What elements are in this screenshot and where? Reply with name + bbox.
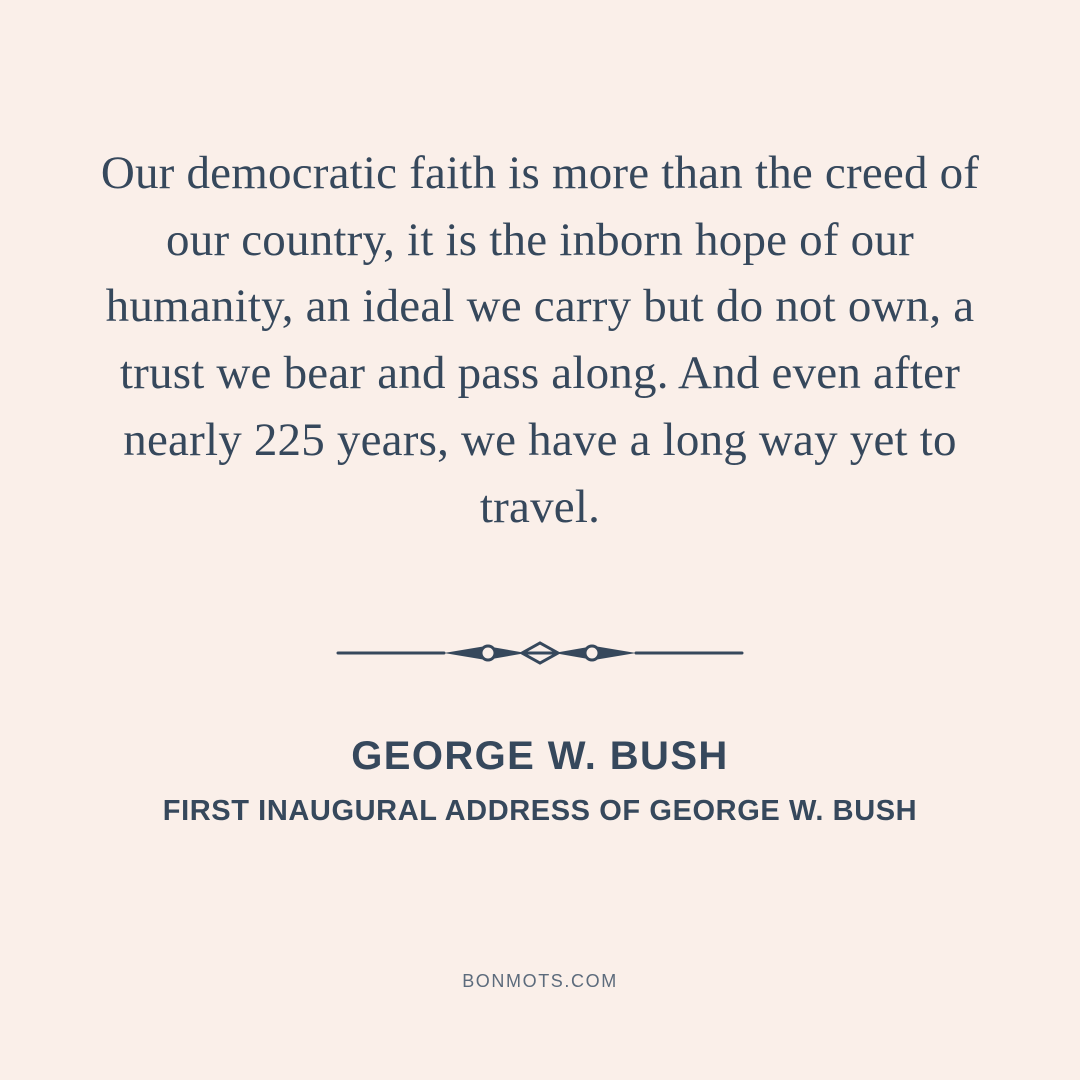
quote-text: Our democratic faith is more than the creed of our country, it is the inborn hope of our humanity, an ideal we carry but do not own, a trust we bear and pass along. And even after nearly 225 years, we have a long way yet to travel.: [100, 147, 980, 533]
quote-author: GEORGE W. BUSH: [351, 734, 729, 779]
attribution: [163, 734, 917, 828]
site-footer: BONMOTS.COM: [462, 971, 618, 991]
ornamental-divider: [336, 636, 744, 670]
quote-source: FIRST INAUGURAL ADDRESS OF GEORGE W. BUSH: [162, 795, 918, 828]
ornamental-divider-icon: [336, 636, 744, 670]
